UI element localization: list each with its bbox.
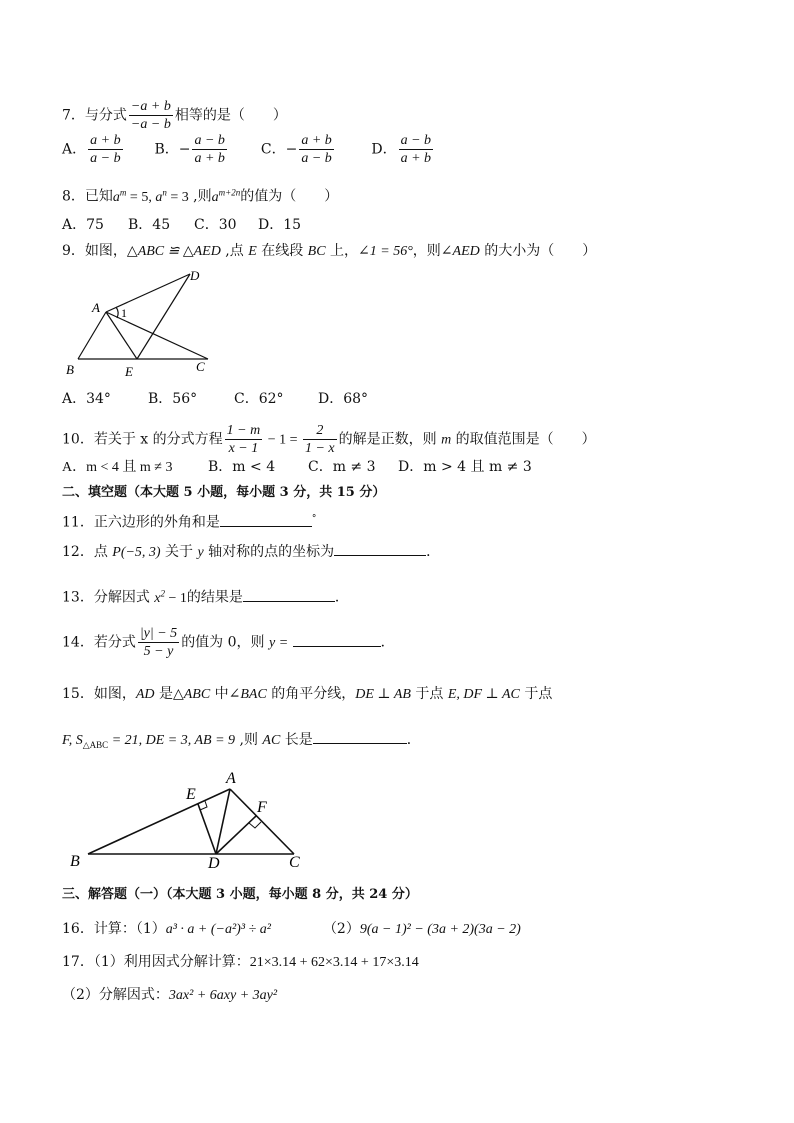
option-b: B．m < 4 (208, 459, 276, 475)
answer-blank[interactable] (293, 632, 381, 647)
segment-ad (106, 274, 190, 312)
question-10-options (62, 458, 532, 477)
option-d: D．68° (318, 391, 369, 407)
label-a: A (226, 770, 236, 787)
label-f: F (257, 799, 267, 816)
question-14: 14．若分式 $\frac{|y| - 5}{5 - y}$ 的值为 0，则 y = ． (62, 626, 395, 659)
label-b: B (66, 362, 74, 377)
question-16: 16．计算：（1）a³ · a + (−a²)³ ÷ a² （2）9(a − 1)² − (3a + 2)(3a − 2) (62, 921, 521, 937)
question-9: 9．如图，△ABC ≌ △AED ,点 E 在线段 BC 上，∠1 = 56°，则∠AED 的大小为（ ） (62, 243, 597, 259)
segment-ad (216, 789, 230, 854)
triangle-figure-q15 (64, 766, 324, 876)
answer-blank[interactable] (313, 729, 407, 744)
label-c: C (196, 359, 205, 374)
label-a: A (92, 300, 100, 315)
question-15-line-2: F, $S_{\triangle ABC} = 21$, DE = 3, AB = 9 ,则 AC 长是 ． (62, 729, 421, 754)
label-b: B (70, 853, 80, 870)
answer-blank[interactable] (334, 541, 426, 556)
option-a: A．75 (62, 217, 104, 233)
question-7-options (62, 132, 435, 167)
question-15-line-1: 15．如图，AD 是△ABC 中∠BAC 的角平分线，DE ⊥ AB 于点 E, DF ⊥ AC 于点 (62, 686, 553, 702)
option-d: D． $\frac{a - b}{a + b}$ (371, 133, 432, 166)
segment-df (216, 816, 256, 854)
question-13: 13．分解因式 $x^2 - 1$的结果是 ． (62, 588, 349, 606)
segment-ab (78, 312, 106, 359)
label-d: D (190, 268, 200, 283)
option-c: C．− $\frac{a + b}{a - b}$ (260, 133, 332, 166)
option-b: B．56° (148, 391, 198, 407)
section-3-heading: 三、解答题（一）（本大题 3 小题，每小题 8 分，共 24 分） (62, 887, 418, 902)
question-9-options (62, 390, 368, 408)
option-a: A．34° (62, 391, 111, 407)
section-2-heading: 二、填空题（本大题 5 小题，每小题 3 分，共 15 分） (62, 485, 386, 500)
triangle-figure-q9 (60, 262, 230, 382)
question-7: 7．与分式 $\frac{-a + b}{-a - b}$ 相等的是（ ） (62, 99, 287, 132)
label-d: D (208, 855, 220, 872)
label-e: E (125, 364, 133, 379)
option-b: B．− $\frac{a - b}{a + b}$ (154, 133, 225, 166)
answer-blank[interactable] (243, 587, 335, 602)
label-e: E (186, 786, 196, 803)
option-d: D．m > 4 且 m ≠ 3 (398, 459, 532, 475)
right-angle-mark-f (249, 822, 261, 828)
label-c: C (289, 854, 300, 871)
option-c: C．30 (194, 217, 237, 233)
option-c: C．m ≠ 3 (308, 459, 376, 475)
option-a: A．m < 4 且 m ≠ 3 (62, 460, 173, 475)
option-c: C．62° (234, 391, 284, 407)
answer-blank[interactable] (220, 512, 312, 527)
option-d: D．15 (258, 217, 302, 233)
label-angle-1: 1 (121, 306, 127, 320)
question-12: 12．点 P(−5, 3) 关于 y 轴对称的点的坐标为 ． (62, 541, 440, 562)
question-8: 8．已知$a^m = 5$, $a^n = 3$ ,则$a^{m+2n}$的值为（ ） (62, 187, 339, 205)
option-a: A． $\frac{a + b}{a - b}$ (62, 133, 121, 166)
question-11: 11．正六边形的外角和是 ° (62, 510, 316, 532)
segment-ed (137, 274, 190, 359)
question-17-part-2: （2）分解因式：3ax² + 6axy + 3ay² (62, 987, 278, 1003)
question-10: 10．若关于 x 的分式方程 $\frac{1 - m}{x - 1}$ − 1 = $\frac{2}{1 - x}$ 的解是正数，则 m 的取值范围是（ ） (62, 423, 596, 456)
fraction: $\frac{-a + b}{-a - b}$ (130, 99, 171, 132)
question-8-options (62, 216, 301, 234)
segment-de (198, 804, 216, 854)
question-17-part-1: 17．（1）利用因式分解计算：21×3.14 + 62×3.14 + 17×3.14 (62, 954, 419, 970)
option-b: B．45 (128, 217, 171, 233)
segment-ab (88, 789, 230, 854)
